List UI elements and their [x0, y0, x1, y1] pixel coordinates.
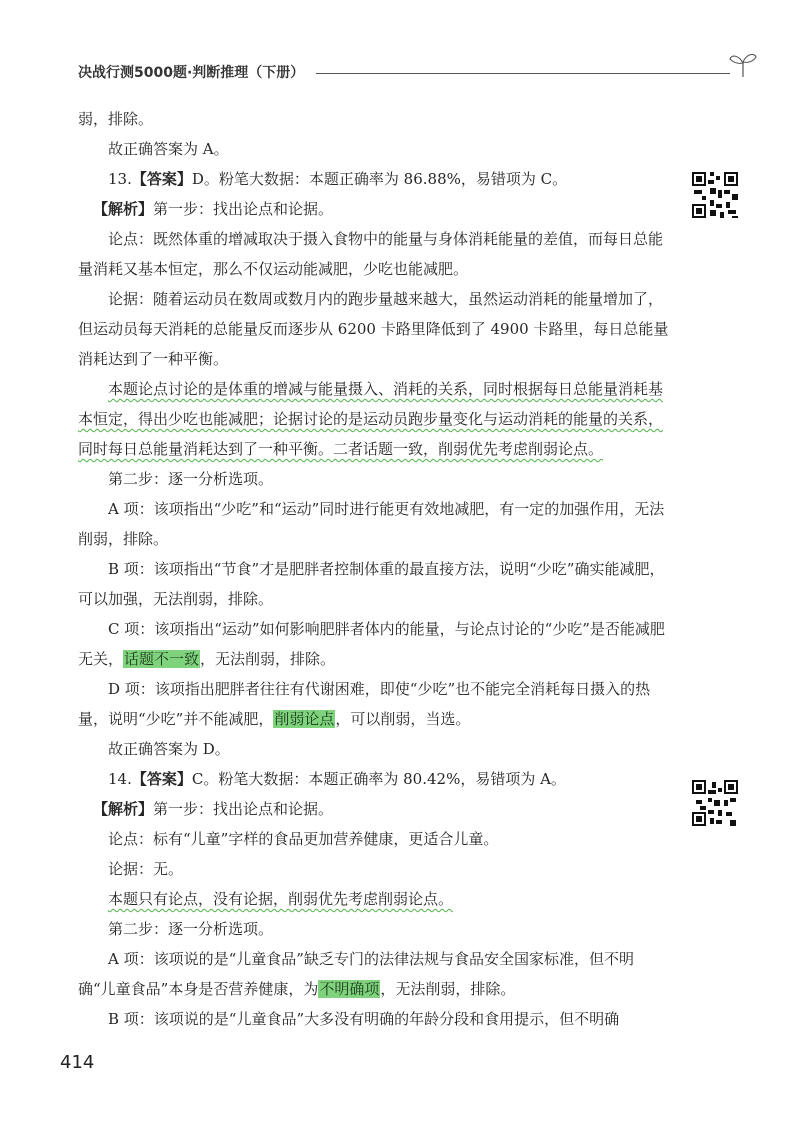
page-header: [78, 62, 758, 84]
answer-text: D。粉笔大数据：本题正确率为 86.88%，易错项为 C。: [191, 170, 568, 188]
option-text: D 项：该项指出肥胖者往往有代谢困难，即使“少吃”也不能完全消耗每日摄入的热量，说明“少吃”并不能减肥，: [78, 680, 651, 728]
question-13-analysis-header: [78, 194, 670, 224]
paragraph: 论点：标有“儿童”字样的食品更加营养健康，更适合儿童。: [108, 830, 499, 848]
highlight-mark: 削弱论点: [274, 710, 335, 728]
header-rule: [316, 73, 730, 74]
paragraph: [78, 944, 670, 1004]
question-number: 13.: [108, 170, 132, 188]
question-13-answer: [78, 164, 670, 194]
analysis-text: 第一步：找出论点和论据。: [153, 800, 334, 818]
question-number: 14.: [108, 770, 132, 788]
option-text: A 项：该项说的是“儿童食品”缺乏专门的法律法规与食品安全国家标准，但不明确“儿童食品”本身是否营养健康，为: [78, 950, 634, 998]
paragraph: 论据：无。: [108, 860, 184, 878]
highlight-mark: 不明确项: [319, 980, 380, 998]
paragraph: B 项：该项说的是“儿童食品”大多没有明确的年龄分段和食用提示，但不明确: [108, 1010, 620, 1028]
analysis-text: 第一步：找出论点和论据。: [153, 200, 334, 218]
option-text: C 项：该项指出“运动”如何影响肥胖者体内的能量，与论点讨论的“少吃”是否能减肥无关，: [78, 620, 665, 668]
paragraph: 第二步：逐一分析选项。: [108, 920, 274, 938]
paragraph: 故正确答案为 A。: [108, 140, 229, 158]
paragraph: [78, 374, 670, 464]
qr-code-icon: [690, 778, 740, 828]
underlined-analysis: 本题只有论点，没有论据，削弱优先考虑削弱论点。: [108, 890, 454, 908]
paragraph: A 项：该项指出“少吃”和“运动”同时进行能更有效地减肥，有一定的加强作用，无法削弱，排除。: [78, 500, 665, 548]
paragraph: 论点：既然体重的增减取决于摄入食物中的能量与身体消耗能量的差值，而每日总能量消耗又基本恒定，那么不仅运动能减肥，少吃也能减肥。: [78, 230, 664, 278]
answer-label: 【答案】: [131, 770, 192, 788]
highlight-mark: 话题不一致: [124, 650, 200, 668]
paragraph: 故正确答案为 D。: [108, 740, 230, 758]
paragraph: 论据：随着运动员在数周或数月内的跑步量越来越大，虽然运动消耗的能量增加了，但运动员每天消耗的总能量反而逐步从 6200 卡路里降低到了 4900 卡路里，每日总能量消耗达到了一种平衡。: [78, 290, 669, 368]
sprout-icon: [728, 50, 758, 78]
option-text: ，无法削弱，排除。: [200, 650, 336, 668]
page-number: 414: [60, 1052, 95, 1073]
option-text: ，可以削弱，当选。: [335, 710, 471, 728]
paragraph: B 项：该项指出“节食”才是肥胖者控制体重的最直接方法，说明“少吃”确实能减肥，可以加强，无法削弱，排除。: [78, 560, 665, 608]
underlined-analysis: 本题论点讨论的是体重的增减与能量摄入、消耗的关系，同时根据每日总能量消耗基本恒定，得出少吃也能减肥；论据讨论的是运动员跑步量变化与运动消耗的能量的关系，同时每日总能量消耗达到了一种平衡。二者话题一致，削弱优先考虑削弱论点。: [78, 380, 664, 458]
header-title: 决战行测5000题·判断推理（下册）: [78, 65, 305, 81]
qr-code-icon: [690, 170, 740, 220]
paragraph: 第二步：逐一分析选项。: [108, 470, 274, 488]
option-text: ，无法削弱，排除。: [380, 980, 516, 998]
paragraph: [78, 674, 670, 734]
analysis-label: 【解析】: [93, 800, 154, 818]
paragraph: [78, 614, 670, 674]
paragraph: 弱，排除。: [78, 110, 154, 128]
answer-explanation-body: [78, 104, 670, 1034]
question-14-answer: [78, 764, 670, 794]
answer-text: C。粉笔大数据：本题正确率为 80.42%，易错项为 A。: [191, 770, 566, 788]
paragraph: [78, 884, 670, 914]
answer-label: 【答案】: [131, 170, 192, 188]
analysis-label: 【解析】: [93, 200, 154, 218]
question-14-analysis-header: [78, 794, 670, 824]
